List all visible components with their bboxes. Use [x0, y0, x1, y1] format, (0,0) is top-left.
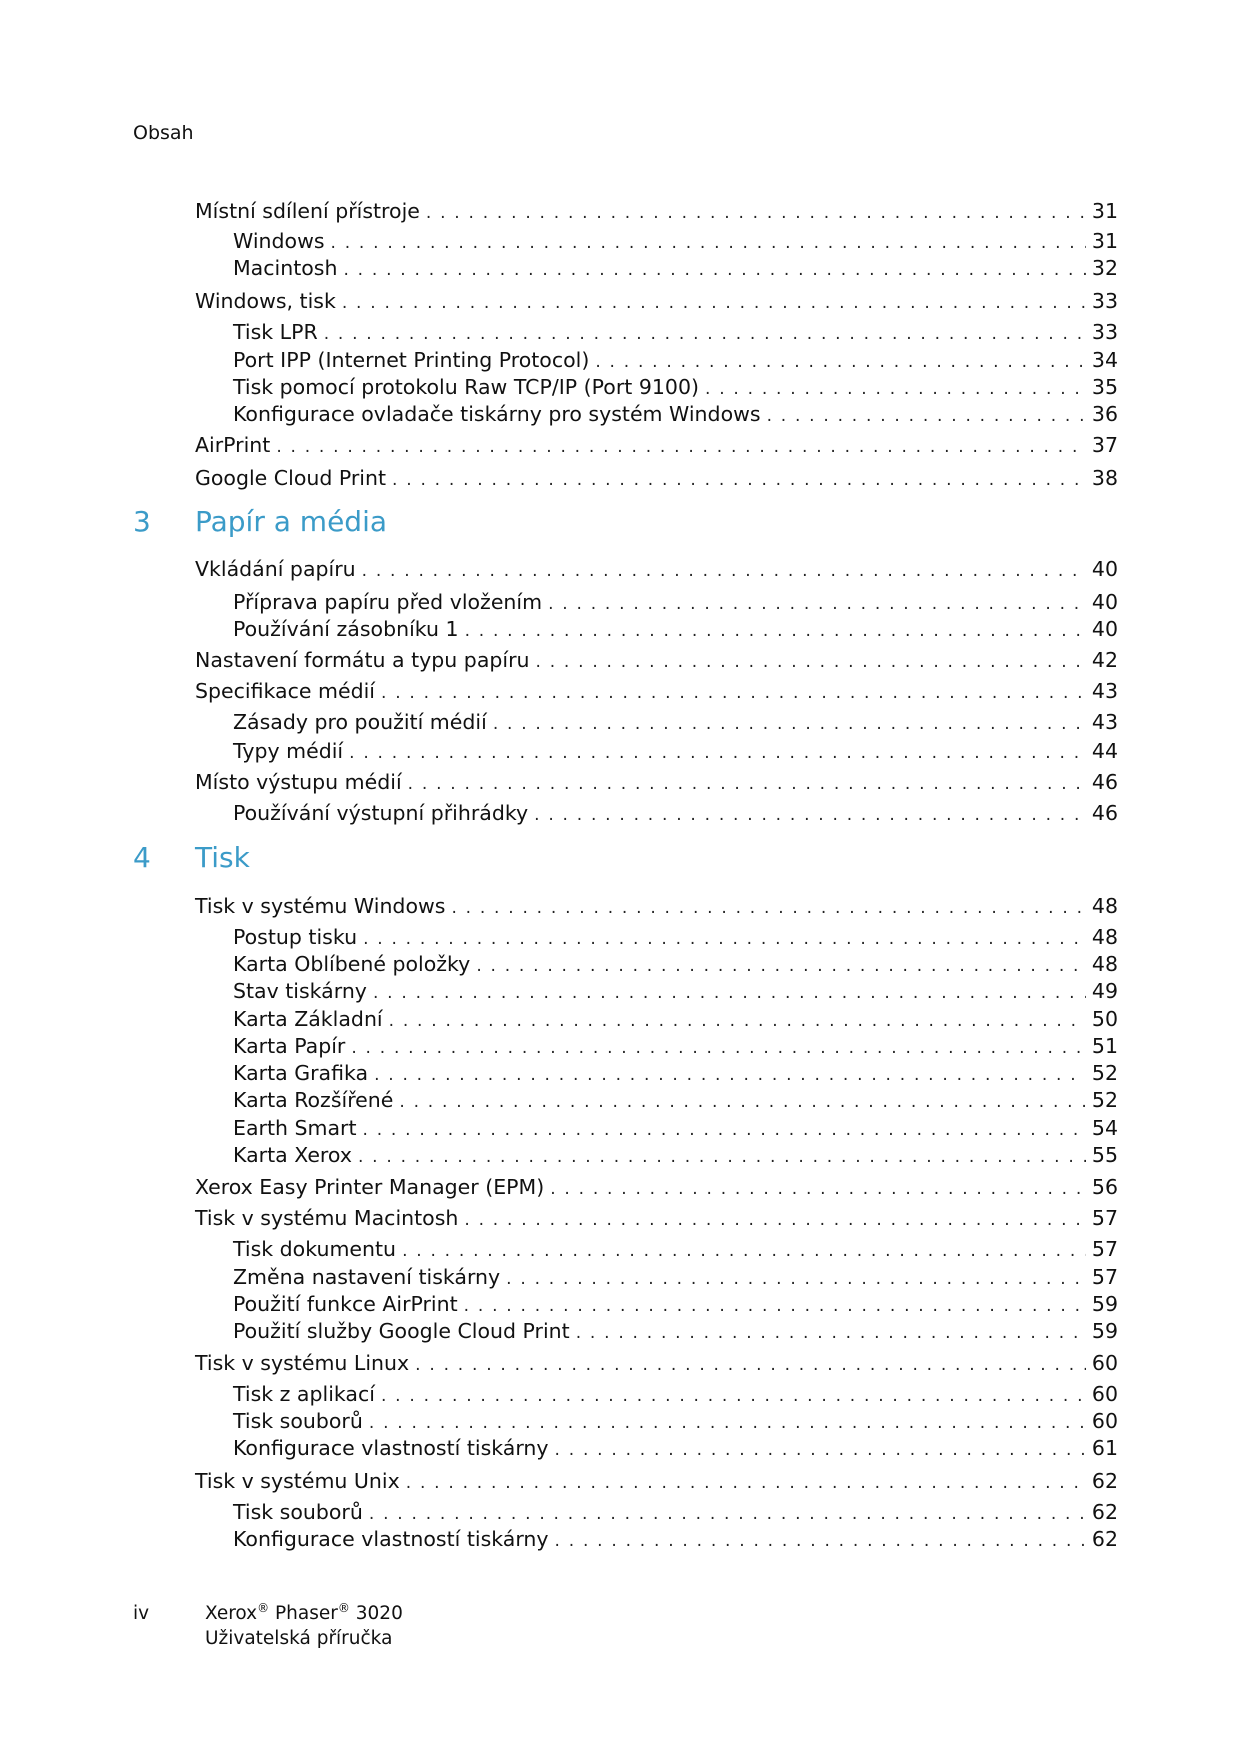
toc-subentry[interactable]: [233, 254, 1118, 282]
entry-page-number: 52: [1091, 1088, 1118, 1112]
entry-page-number: 57: [1091, 1265, 1118, 1289]
entry-title: Použití funkce AirPrint: [233, 1292, 458, 1316]
entry-title: Google Cloud Print: [195, 466, 387, 490]
dot-leader: [331, 229, 1086, 257]
dot-leader: [276, 433, 1086, 461]
brand-name: Xerox: [205, 1603, 258, 1625]
dot-leader: [324, 320, 1086, 348]
entry-title: Karta Xerox: [233, 1143, 352, 1167]
toc-subentry[interactable]: [233, 1059, 1118, 1087]
entry-page-number: 44: [1091, 739, 1118, 763]
entry-page-number: 60: [1091, 1382, 1118, 1406]
entry-title: Postup tisku: [233, 925, 358, 949]
dot-leader: [351, 1034, 1086, 1062]
dot-leader: [342, 289, 1086, 317]
entry-title: Změna nastavení tiskárny: [233, 1265, 501, 1289]
toc-subentry[interactable]: [233, 1380, 1118, 1408]
toc-subentry[interactable]: [233, 588, 1118, 616]
dot-leader: [555, 1527, 1086, 1555]
entry-title: Nastavení formátu a typu papíru: [195, 648, 530, 672]
chapter-title: Tisk: [195, 841, 250, 874]
entry-title: Místní sdílení přístroje: [195, 199, 420, 223]
chapter-number: 3: [133, 505, 151, 538]
toc-entry[interactable]: [195, 677, 1118, 705]
dot-leader: [402, 1237, 1086, 1265]
entry-title: Typy médií: [233, 739, 344, 763]
toc-entry[interactable]: [195, 1467, 1118, 1495]
toc-subentry[interactable]: [233, 400, 1118, 428]
dot-leader: [389, 1007, 1086, 1035]
toc-subentry[interactable]: [233, 1407, 1118, 1435]
entry-title: Tisk pomocí protokolu Raw TCP/IP (Port 9100): [233, 375, 699, 399]
entry-page-number: 59: [1091, 1319, 1118, 1343]
dot-leader: [464, 1206, 1086, 1234]
toc-subentry[interactable]: [233, 799, 1118, 827]
entry-page-number: 46: [1091, 770, 1118, 794]
entry-title: Vkládání papíru: [195, 557, 356, 581]
dot-leader: [349, 739, 1086, 767]
entry-page-number: 49: [1091, 979, 1118, 1003]
dot-leader: [369, 1500, 1086, 1528]
entry-page-number: 33: [1091, 289, 1118, 313]
toc-subentry[interactable]: [233, 950, 1118, 978]
entry-page-number: 55: [1091, 1143, 1118, 1167]
toc-subentry[interactable]: [233, 923, 1118, 951]
entry-title: Port IPP (Internet Printing Protocol): [233, 348, 590, 372]
toc-subentry[interactable]: [233, 708, 1118, 736]
entry-title: Windows: [233, 229, 325, 253]
toc-subentry[interactable]: [233, 373, 1118, 401]
entry-title: Tisk z aplikací: [233, 1382, 375, 1406]
entry-title: Karta Grafika: [233, 1061, 369, 1085]
entry-page-number: 50: [1091, 1007, 1118, 1031]
dot-leader: [373, 979, 1086, 1007]
entry-title: Používání zásobníku 1: [233, 617, 459, 641]
entry-page-number: 48: [1091, 925, 1118, 949]
dot-leader: [576, 1319, 1086, 1347]
toc-subentry[interactable]: [233, 1235, 1118, 1263]
dot-leader: [464, 1292, 1086, 1320]
product-line: Phaser: [275, 1603, 338, 1625]
entry-page-number: 40: [1091, 617, 1118, 641]
entry-title: Tisk LPR: [233, 320, 318, 344]
dot-leader: [506, 1265, 1086, 1293]
toc-subentry[interactable]: [233, 1434, 1118, 1462]
toc-entry[interactable]: [195, 768, 1118, 796]
entry-title: Příprava papíru před vložením: [233, 590, 543, 614]
entry-page-number: 32: [1091, 256, 1118, 280]
entry-page-number: 42: [1091, 648, 1118, 672]
entry-page-number: 62: [1091, 1527, 1118, 1551]
product-name: [205, 1601, 403, 1624]
entry-title: AirPrint: [195, 433, 271, 457]
entry-page-number: 57: [1091, 1206, 1118, 1230]
entry-page-number: 37: [1091, 433, 1118, 457]
entry-title: Karta Papír: [233, 1034, 346, 1058]
dot-leader: [534, 801, 1086, 829]
dot-leader: [555, 1436, 1086, 1464]
entry-page-number: 62: [1091, 1500, 1118, 1524]
toc-subentry[interactable]: [233, 227, 1118, 255]
dot-leader: [408, 770, 1086, 798]
toc-entry[interactable]: [195, 431, 1118, 459]
dot-leader: [362, 557, 1086, 585]
dot-leader: [476, 952, 1086, 980]
registered-mark: ®: [257, 1601, 270, 1615]
dot-leader: [465, 617, 1086, 645]
toc-entry[interactable]: [195, 1349, 1118, 1377]
toc-entry[interactable]: [195, 197, 1118, 225]
entry-title: Konfigurace vlastností tiskárny: [233, 1527, 549, 1551]
document-subtitle: Uživatelská příručka: [205, 1628, 393, 1649]
running-header: Obsah: [133, 122, 194, 144]
entry-title: Konfigurace vlastností tiskárny: [233, 1436, 549, 1460]
toc-entry[interactable]: [195, 1173, 1118, 1201]
entry-title: Tisk v systému Unix: [195, 1469, 400, 1493]
entry-page-number: 38: [1091, 466, 1118, 490]
entry-page-number: 48: [1091, 952, 1118, 976]
entry-title: Tisk dokumentu: [233, 1237, 397, 1261]
entry-title: Karta Základní: [233, 1007, 383, 1031]
dot-leader: [392, 466, 1086, 494]
toc-entry[interactable]: [195, 646, 1118, 674]
entry-page-number: 57: [1091, 1237, 1118, 1261]
entry-title: Tisk v systému Macintosh: [195, 1206, 459, 1230]
entry-page-number: 31: [1091, 199, 1118, 223]
entry-title: Konfigurace ovladače tiskárny pro systém Windows: [233, 402, 761, 426]
entry-title: Tisk souborů: [233, 1500, 363, 1524]
entry-title: Zásady pro použití médií: [233, 710, 487, 734]
dot-leader: [767, 402, 1086, 430]
dot-leader: [493, 710, 1086, 738]
toc-subentry[interactable]: [233, 1317, 1118, 1345]
entry-page-number: 56: [1091, 1175, 1118, 1199]
dot-leader: [536, 648, 1086, 676]
toc-entry[interactable]: [195, 892, 1118, 920]
dot-leader: [381, 1382, 1086, 1410]
entry-title: Karta Rozšířené: [233, 1088, 394, 1112]
dot-leader: [363, 925, 1086, 953]
entry-title: Použití služby Google Cloud Print: [233, 1319, 570, 1343]
toc-subentry[interactable]: [233, 615, 1118, 643]
entry-page-number: 35: [1091, 375, 1118, 399]
entry-page-number: 48: [1091, 894, 1118, 918]
entry-page-number: 61: [1091, 1436, 1118, 1460]
entry-title: Místo výstupu médií: [195, 770, 402, 794]
entry-title: Macintosh: [233, 256, 338, 280]
chapter-number: 4: [133, 841, 151, 874]
dot-leader: [374, 1061, 1086, 1089]
entry-title: Earth Smart: [233, 1116, 357, 1140]
entry-title: Stav tiskárny: [233, 979, 367, 1003]
page-number: iv: [133, 1603, 150, 1624]
entry-page-number: 51: [1091, 1034, 1118, 1058]
entry-page-number: 33: [1091, 320, 1118, 344]
entry-page-number: 34: [1091, 348, 1118, 372]
dot-leader: [399, 1088, 1086, 1116]
toc-subentry[interactable]: [233, 1114, 1118, 1142]
toc-entry[interactable]: [195, 287, 1118, 315]
entry-page-number: 40: [1091, 557, 1118, 581]
dot-leader: [415, 1351, 1086, 1379]
dot-leader: [426, 199, 1086, 227]
dot-leader: [363, 1116, 1086, 1144]
model-number: 3020: [355, 1603, 403, 1625]
dot-leader: [705, 375, 1086, 403]
toc-subentry[interactable]: [233, 1290, 1118, 1318]
entry-page-number: 40: [1091, 590, 1118, 614]
entry-page-number: 59: [1091, 1292, 1118, 1316]
entry-title: Karta Oblíbené položky: [233, 952, 471, 976]
entry-page-number: 60: [1091, 1409, 1118, 1433]
entry-title: Specifikace médií: [195, 679, 375, 703]
toc-subentry[interactable]: [233, 1032, 1118, 1060]
entry-title: Xerox Easy Printer Manager (EPM): [195, 1175, 545, 1199]
entry-page-number: 43: [1091, 710, 1118, 734]
entry-page-number: 54: [1091, 1116, 1118, 1140]
entry-title: Tisk souborů: [233, 1409, 363, 1433]
toc-subentry[interactable]: [233, 1086, 1118, 1114]
toc-subentry[interactable]: [233, 977, 1118, 1005]
entry-page-number: 60: [1091, 1351, 1118, 1375]
toc-entry[interactable]: [195, 1204, 1118, 1232]
entry-page-number: 52: [1091, 1061, 1118, 1085]
toc-subentry[interactable]: [233, 737, 1118, 765]
entry-page-number: 46: [1091, 801, 1118, 825]
entry-page-number: 43: [1091, 679, 1118, 703]
entry-page-number: 62: [1091, 1469, 1118, 1493]
dot-leader: [550, 1175, 1086, 1203]
entry-title: Tisk v systému Windows: [195, 894, 446, 918]
dot-leader: [548, 590, 1086, 618]
toc-entry[interactable]: [195, 464, 1118, 492]
entry-page-number: 36: [1091, 402, 1118, 426]
dot-leader: [358, 1143, 1086, 1171]
entry-title: Používání výstupní přihrádky: [233, 801, 529, 825]
dot-leader: [595, 348, 1086, 376]
dot-leader: [406, 1469, 1086, 1497]
dot-leader: [343, 256, 1085, 284]
toc-subentry[interactable]: [233, 1263, 1118, 1291]
registered-mark: ®: [337, 1601, 350, 1615]
toc-subentry[interactable]: [233, 1005, 1118, 1033]
toc-entry[interactable]: [195, 555, 1118, 583]
toc-subentry[interactable]: [233, 1498, 1118, 1526]
toc-subentry[interactable]: [233, 1525, 1118, 1553]
dot-leader: [369, 1409, 1086, 1437]
dot-leader: [381, 679, 1086, 707]
toc-subentry[interactable]: [233, 1141, 1118, 1169]
entry-title: Tisk v systému Linux: [195, 1351, 410, 1375]
chapter-title: Papír a média: [195, 505, 388, 538]
toc-subentry[interactable]: [233, 318, 1118, 346]
toc-subentry[interactable]: [233, 346, 1118, 374]
dot-leader: [451, 894, 1085, 922]
entry-title: Windows, tisk: [195, 289, 336, 313]
entry-page-number: 31: [1091, 229, 1118, 253]
